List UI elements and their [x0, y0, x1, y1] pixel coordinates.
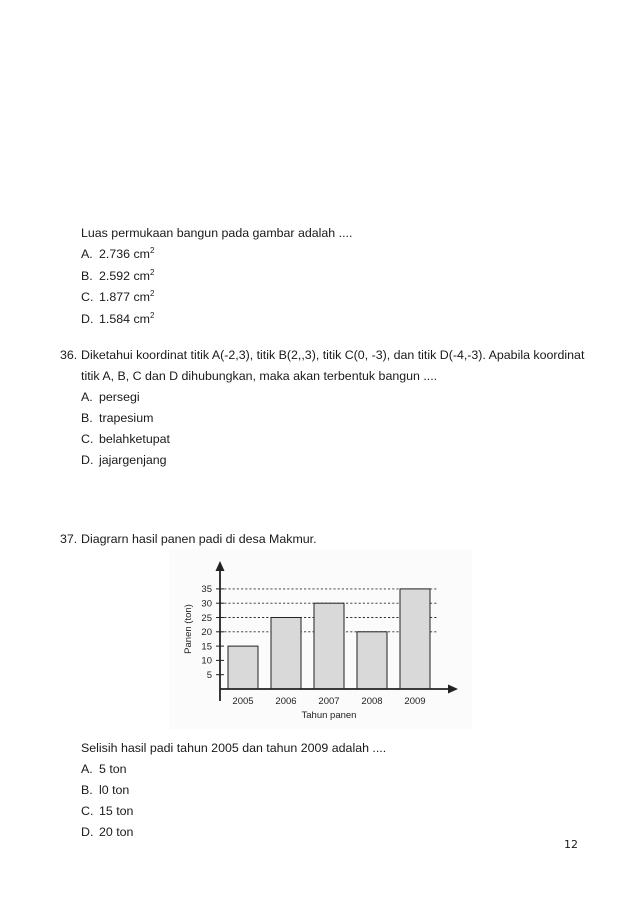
bar-2009 — [400, 589, 430, 689]
y-axis-arrow — [216, 561, 225, 571]
y-tick-label-30: 30 — [201, 598, 212, 610]
option-text: 1.877 cm — [99, 290, 150, 304]
q37-option-a — [81, 762, 127, 777]
option-superscript: 2 — [149, 288, 155, 298]
option-text: 1.584 cm — [99, 312, 150, 326]
page-number: 12 — [564, 838, 578, 851]
option-letter: C. — [81, 804, 94, 818]
x-axis-title: Tahun panen — [301, 710, 357, 721]
q37-option-c — [81, 804, 133, 819]
option-text: belahketupat — [99, 432, 170, 446]
y-tick-label-10: 10 — [201, 655, 212, 667]
q35-option-a — [81, 247, 154, 262]
option-letter: C. — [81, 432, 94, 446]
option-letter: D. — [81, 825, 94, 839]
option-text: 2.592 cm — [99, 269, 150, 283]
x-tick-label-2009: 2009 — [404, 696, 426, 707]
option-letter: D. — [81, 312, 94, 326]
option-superscript: 2 — [149, 267, 155, 277]
q37-question: Selisih hasil padi tahun 2005 dan tahun 2009 adalah .... — [81, 741, 387, 755]
q35-stem: Luas permukaan bangun pada gambar adalah .... — [81, 226, 353, 240]
q36-option-d — [81, 453, 167, 468]
q36-option-a — [81, 390, 140, 405]
q36-stem-line1: Diketahui koordinat titik A(-2,3), titik B(2,,3), titik C(0, -3), dan titik D(-4,-3). Apabila koordinat — [81, 348, 585, 362]
option-superscript: 2 — [149, 310, 155, 320]
option-letter: A. — [81, 247, 93, 261]
q37-stem: Diagrarn hasil panen padi di desa Makmur. — [81, 532, 317, 546]
y-tick-label-35: 35 — [201, 584, 212, 596]
option-text: 20 ton — [99, 825, 134, 839]
q35-option-d — [81, 312, 154, 327]
option-letter: B. — [81, 783, 93, 797]
option-letter: B. — [81, 269, 93, 283]
option-superscript: 2 — [149, 245, 155, 255]
y-tick-label-20: 20 — [201, 627, 212, 639]
q35-option-b — [81, 269, 154, 284]
x-tick-label-2008: 2008 — [361, 696, 383, 707]
option-letter: D. — [81, 453, 94, 467]
q36-option-b — [81, 411, 153, 426]
bar-2006 — [271, 618, 301, 690]
q35-option-c — [81, 290, 154, 305]
option-text: l0 ton — [99, 783, 130, 797]
option-letter: B. — [81, 411, 93, 425]
x-tick-label-2006: 2006 — [275, 696, 297, 707]
y-axis-title: Panen (ton) — [183, 604, 194, 654]
option-text: trapesium — [99, 411, 154, 425]
option-text: persegi — [99, 390, 140, 404]
y-tick-label-25: 25 — [201, 612, 212, 624]
option-text: 5 ton — [99, 762, 127, 776]
option-letter: A. — [81, 762, 93, 776]
q37-option-b — [81, 783, 129, 798]
bar-2007 — [314, 603, 344, 689]
option-text: jajargenjang — [99, 453, 167, 467]
y-tick-label-5: 5 — [206, 670, 212, 681]
x-tick-label-2005: 2005 — [232, 696, 254, 707]
q36-stem-line2: titik A, B, C dan D dihubungkan, maka akan terbentuk bangun .... — [81, 369, 438, 383]
q36-number: 36. — [60, 348, 78, 362]
q37-number: 37. — [60, 532, 78, 546]
harvest-bar-chart — [169, 549, 472, 729]
bar-2005 — [228, 646, 258, 689]
y-tick-label-15: 15 — [201, 641, 212, 653]
option-letter: A. — [81, 390, 93, 404]
x-axis-arrow — [448, 685, 458, 694]
bar-2008 — [357, 632, 387, 689]
x-tick-label-2007: 2007 — [318, 696, 340, 707]
option-text: 2.736 cm — [99, 247, 150, 261]
x-tick-labels — [232, 696, 425, 707]
option-letter: C. — [81, 290, 94, 304]
q36-option-c — [81, 432, 170, 447]
q37-option-d — [81, 825, 133, 840]
bars — [228, 589, 430, 689]
option-text: 15 ton — [99, 804, 134, 818]
